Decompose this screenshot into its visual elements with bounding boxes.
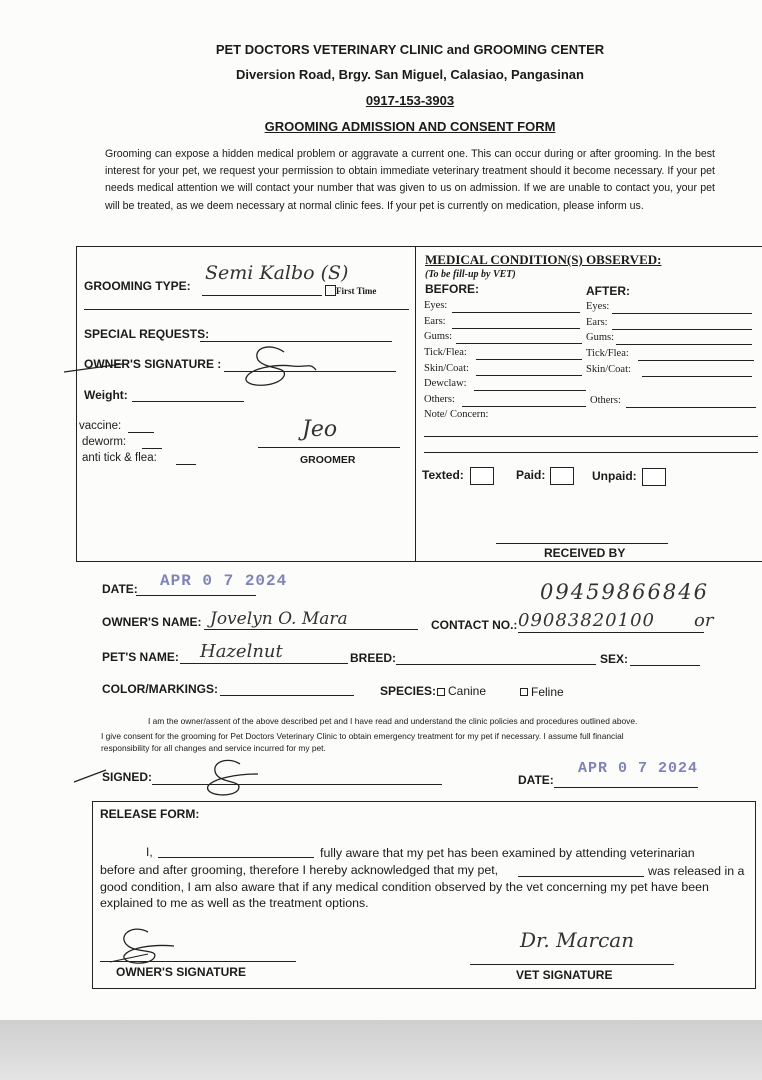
vet-fillup-note: (To be fill-up by VET) <box>425 269 516 280</box>
note-line-2 <box>424 452 758 453</box>
before-others-label: Others: <box>424 394 455 405</box>
owners-name-value[interactable]: Jovelyn O. Mara <box>210 609 348 629</box>
feline-checkbox[interactable] <box>520 688 528 696</box>
grooming-type-line <box>202 295 322 296</box>
date-stamp[interactable]: APR 0 7 2024 <box>160 572 288 590</box>
paid-checkbox[interactable] <box>550 467 574 485</box>
grooming-details-box <box>76 246 762 562</box>
vaccine-label: vaccine: <box>79 420 122 432</box>
note-line-1 <box>424 436 758 437</box>
breed-label: BREED: <box>350 651 397 665</box>
before-gums-label: Gums: <box>424 331 453 342</box>
before-others-line <box>462 406 586 407</box>
weight-line <box>132 401 244 402</box>
before-skin-label: Skin/Coat: <box>424 363 469 374</box>
after-ears-label: Ears: <box>586 317 608 328</box>
note-concern-label: Note/ Concern: <box>424 409 489 420</box>
groomer-line <box>258 447 400 448</box>
before-dewclaw-line <box>474 390 586 391</box>
grooming-type-label: GROOMING TYPE: <box>84 279 191 293</box>
canine-label: Canine <box>448 684 487 698</box>
vet-signature-label: VET SIGNATURE <box>516 968 613 982</box>
before-eyes-line <box>452 312 580 313</box>
before-dewclaw-label: Dewclaw: <box>424 378 467 389</box>
anti-tick-line <box>176 464 196 465</box>
consent-line-2: I give consent for the grooming for Pet Doctors Veterinary Clinic to obtain emergency treatment for my pet if necessary. I assume full financial <box>101 731 624 741</box>
before-skin-line <box>476 375 582 376</box>
release-owner-signature-label: OWNER'S SIGNATURE <box>116 965 246 979</box>
panel-divider <box>415 246 416 561</box>
after-tick-label: Tick/Flea: <box>586 348 629 359</box>
texted-checkbox[interactable] <box>470 467 494 485</box>
grooming-type-divider <box>84 309 409 310</box>
before-tick-line <box>476 359 582 360</box>
first-time-checkbox[interactable] <box>325 285 336 296</box>
after-others-line <box>626 407 756 408</box>
species-label: SPECIES: <box>380 684 437 698</box>
groomer-name: Jeo <box>302 417 338 442</box>
scan-shadow <box>0 1020 762 1080</box>
form-title: GROOMING ADMISSION AND CONSENT FORM <box>264 119 556 134</box>
before-ears-label: Ears: <box>424 316 446 327</box>
color-markings-label: COLOR/MARKINGS: <box>102 682 218 696</box>
after-label: AFTER: <box>586 284 630 298</box>
sex-label: SEX: <box>600 652 629 666</box>
received-by-label: RECEIVED BY <box>544 546 626 560</box>
unpaid-label: Unpaid: <box>592 469 637 483</box>
after-skin-label: Skin/Coat: <box>586 364 631 375</box>
contact-label: CONTACT NO.: <box>431 618 518 632</box>
color-markings-line <box>220 695 354 696</box>
release-line-3: good condition, I am also aware that if any medical condition observed by the vet concerning my pet have been <box>100 880 709 894</box>
release-line-1: fully aware that my pet has been examined by attending veterinarian <box>320 846 695 860</box>
after-eyes-line <box>612 313 752 314</box>
deworm-line <box>142 448 162 449</box>
vaccine-line <box>128 432 154 433</box>
owners-name-label: OWNER'S NAME: <box>102 615 202 629</box>
consent-line-3: responsibility for all changes and service incurred for my pet. <box>101 743 326 753</box>
groomer-label: GROOMER <box>300 454 356 466</box>
date-label: DATE: <box>102 582 138 596</box>
after-others-label: Others: <box>590 395 621 406</box>
medical-conditions-title: MEDICAL CONDITION(S) OBSERVED: <box>425 252 662 267</box>
date2-label: DATE: <box>518 773 554 787</box>
vet-signature-value: Dr. Marcan <box>520 928 635 952</box>
before-gums-line <box>456 343 582 344</box>
release-i-label: I, <box>146 845 153 859</box>
contact-value-1: 09459866846 <box>540 580 709 604</box>
release-pet-line <box>518 876 644 877</box>
texted-label: Texted: <box>422 468 464 482</box>
date2-stamp[interactable]: APR 0 7 2024 <box>578 760 699 777</box>
after-skin-line <box>642 376 752 377</box>
clinic-phone: 0917-153-3903 <box>365 93 455 108</box>
clinic-address: Diversion Road, Brgy. San Miguel, Calasiao, Pangasinan <box>236 67 584 82</box>
after-gums-label: Gums: <box>586 332 615 343</box>
contact-line <box>518 632 704 633</box>
clinic-name: PET DOCTORS VETERINARY CLINIC and GROOMING CENTER <box>215 42 605 57</box>
before-ears-line <box>452 328 580 329</box>
date2-line <box>554 787 698 788</box>
canine-checkbox[interactable] <box>437 688 445 696</box>
deworm-label: deworm: <box>82 436 127 448</box>
owner-signature-line-release <box>100 961 296 962</box>
release-form-title: RELEASE FORM: <box>100 807 200 821</box>
grooming-type-value[interactable]: Semi Kalbo (S) <box>205 262 349 284</box>
before-eyes-label: Eyes: <box>424 300 448 311</box>
release-line-2a: before and after grooming, therefore I hereby acknowledged that my pet, <box>100 863 499 877</box>
feline-label: Feline <box>531 685 564 699</box>
pets-name-line <box>180 663 348 664</box>
contact-value-2[interactable]: 09083820100 <box>518 610 655 631</box>
unpaid-checkbox[interactable] <box>642 468 666 486</box>
owner-signature-scribble <box>62 340 322 395</box>
special-requests-label: SPECIAL REQUESTS: <box>84 327 210 341</box>
weight-label: Weight: <box>84 388 128 402</box>
signed-scribble <box>72 752 272 800</box>
paid-label: Paid: <box>516 468 546 482</box>
release-line-4: explained to me as well as the treatment options. <box>100 896 369 910</box>
before-tick-label: Tick/Flea: <box>424 347 467 358</box>
sex-line <box>630 665 700 666</box>
vet-signature-line <box>470 964 674 965</box>
pets-name-label: PET'S NAME: <box>102 650 179 664</box>
after-ears-line <box>612 329 752 330</box>
intro-paragraph: Grooming can expose a hidden medical problem or aggravate a current one. This can occur during or after grooming. In the best interest for your pet, we request your permission to obtain immediate veterinary treatment should it become necessary. If your pet needs medical attention we will contact your number that was given to us on admission. If we are unable to contact you, your pet will be treated, as we deem necessary at normal clinic fees. If your pet is currently on medication, please inform us. <box>105 148 715 212</box>
after-gums-line <box>616 344 752 345</box>
pets-name-value[interactable]: Hazelnut <box>200 641 283 662</box>
release-line-2b: was released in a <box>648 864 745 878</box>
received-by-line <box>496 543 668 544</box>
date-line <box>136 595 256 596</box>
after-eyes-label: Eyes: <box>586 301 610 312</box>
contact-or: or <box>694 610 714 631</box>
release-name-line <box>158 857 314 858</box>
consent-line-1: I am the owner/assent of the above described pet and I have read and understand the clinic policies and procedures outlined above. <box>148 716 638 726</box>
first-time-label: First Time <box>336 286 377 296</box>
after-tick-line <box>638 360 754 361</box>
before-label: BEFORE: <box>425 282 479 296</box>
anti-tick-label: anti tick & flea: <box>82 452 157 464</box>
signed-label: SIGNED: <box>102 770 153 784</box>
owner-signature-label: OWNER'S SIGNATURE : <box>84 357 222 371</box>
breed-line <box>396 664 596 665</box>
owners-name-line <box>204 629 418 630</box>
